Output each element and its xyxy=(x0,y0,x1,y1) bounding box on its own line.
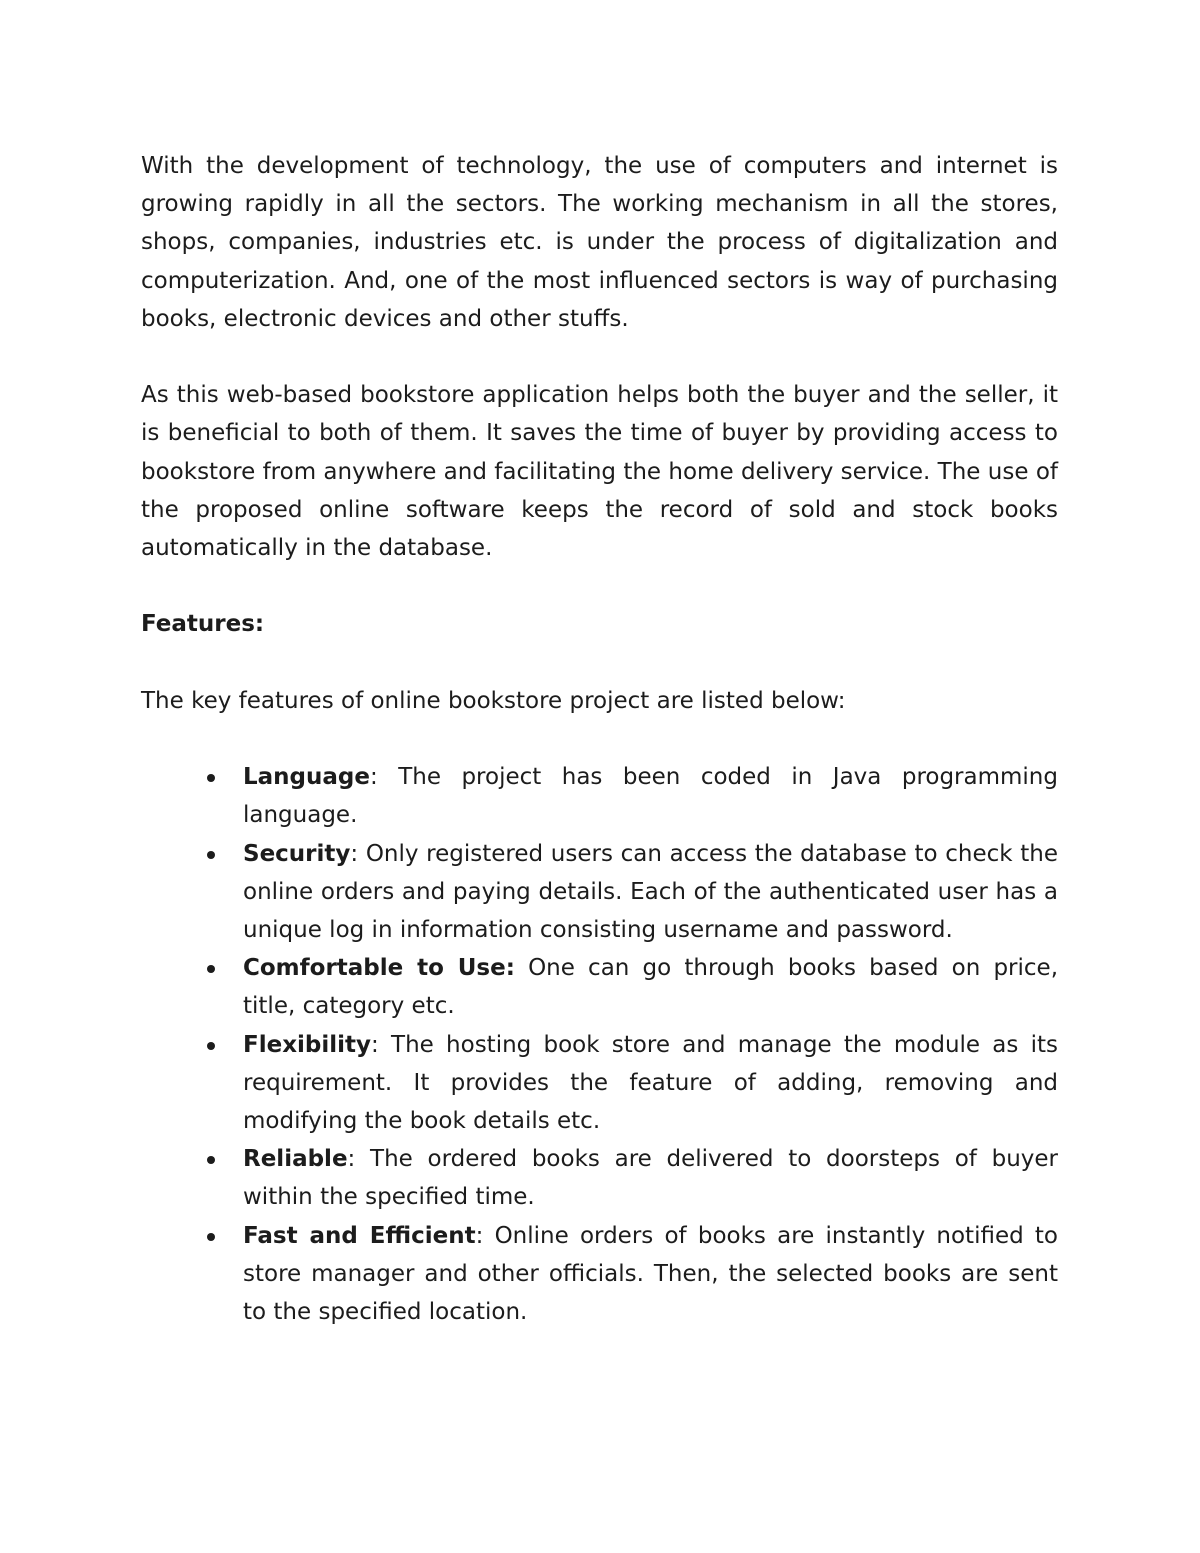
feature-text: The ordered books are delivered to doorsteps of buyer within the specified time. xyxy=(243,1146,1058,1211)
list-item-comfortable xyxy=(141,949,1058,1025)
bullet-icon xyxy=(207,774,215,782)
feature-separator: : xyxy=(369,764,399,791)
feature-separator: : xyxy=(347,1146,371,1173)
feature-separator: : xyxy=(475,1222,495,1249)
list-item-flexibility xyxy=(141,1026,1058,1141)
features-list xyxy=(141,758,1058,1331)
features-intro: The key features of online bookstore project are listed below: xyxy=(141,687,846,714)
list-item-language xyxy=(141,758,1058,834)
list-item-reliable xyxy=(141,1140,1058,1216)
feature-separator xyxy=(515,955,528,981)
intro-paragraph: With the development of technology, the use of computers and internet is growing rapidly in all the sectors. The working mechanism in all the stores, shops, companies, industries etc. is under the process of digitalization and computerization. And, one of the most influenced sectors is way of purchasing books, electronic devices and other stuffs. xyxy=(141,153,1058,332)
feature-text: The project has been coded in Java programming language. xyxy=(243,764,1058,829)
feature-term: Fast and Efficient xyxy=(243,1222,476,1249)
features-heading: Features: xyxy=(141,611,265,638)
list-item-fast-efficient xyxy=(141,1217,1058,1332)
feature-term: Security xyxy=(243,840,351,867)
feature-text: One can go through books based on price, title, category etc. xyxy=(243,955,1059,1020)
feature-term: Comfortable to Use: xyxy=(243,955,515,982)
feature-term: Reliable xyxy=(243,1146,348,1173)
feature-text: Online orders of books are instantly notified to store manager and other officials. Then, the selected books are sent to the specified location. xyxy=(243,1222,1058,1326)
feature-separator: : xyxy=(350,840,366,867)
benefits-paragraph: As this web-based bookstore application helps both the buyer and the seller, it is beneficial to both of them. It saves the time of buyer by providing access to bookstore from anywhere and facilitating the home delivery service. The use of the proposed online software keeps the record of sold and stock books automatically in the database. xyxy=(141,382,1058,562)
bullet-icon xyxy=(207,851,215,859)
bullet-icon xyxy=(207,1233,215,1241)
feature-term: Flexibility xyxy=(243,1031,372,1058)
feature-text: The hosting book store and manage the module as its requirement. It provides the feature of adding, removing and modifying the book details etc. xyxy=(243,1031,1058,1135)
list-item-security xyxy=(141,835,1058,950)
feature-text: Only registered users can access the database to check the online orders and paying details. Each of the authenticated user has a unique log in information consisting username and password. xyxy=(243,840,1058,943)
feature-term: Language xyxy=(243,764,370,791)
bullet-icon xyxy=(207,1042,215,1050)
feature-separator: : xyxy=(371,1031,392,1058)
bullet-icon xyxy=(207,1156,215,1164)
bullet-icon xyxy=(207,965,215,973)
document-page xyxy=(141,147,1058,1331)
